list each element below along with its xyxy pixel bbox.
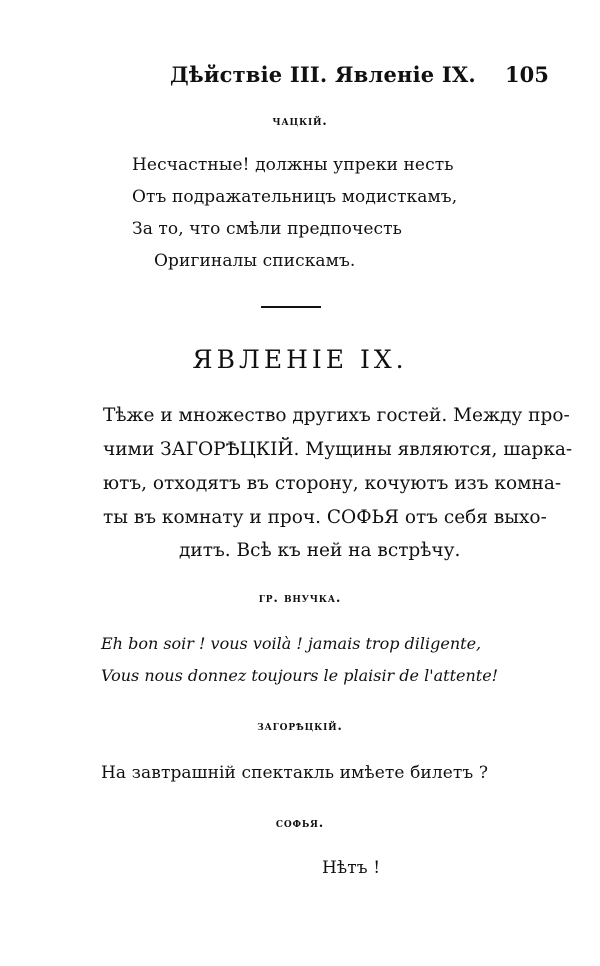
page-number: 105 (505, 62, 549, 87)
verse-line: На завтрашній спектакль имѣете билетъ ? (101, 763, 489, 783)
verse-line: Нѣтъ ! (322, 858, 381, 878)
verse-line: Несчастные! должны упреки несть (132, 155, 454, 175)
speaker-chatsky: чацкій. (272, 114, 328, 129)
verse-line: За то, что смѣли предпочесть (132, 219, 402, 239)
speaker-vnuchka: гр. внучка. (258, 591, 342, 606)
stage-direction-line: ты въ комнату и проч. СОФЬЯ отъ себя выхо- (103, 507, 547, 528)
verse-line: Отъ подражательницъ модисткамъ, (132, 187, 458, 207)
stage-direction-line: дитъ. Всѣ къ ней на встрѣчу. (179, 540, 461, 561)
page-header (0, 62, 600, 92)
stage-direction-line: Тѣже и множество другихъ гостей. Между про- (103, 405, 570, 426)
section-divider (261, 306, 321, 308)
speaker-zagoretsky: загорѣцкій. (257, 719, 343, 734)
verse-line: Оригиналы спискамъ. (154, 251, 356, 271)
verse-line-french: Vous nous donnez toujours le plaisir de l'attente! (101, 666, 499, 685)
stage-direction-line: чими ЗАГОРѢЦКІЙ. Мущины являются, шарка- (103, 439, 573, 460)
stage-direction-line: ютъ, отходятъ въ сторону, кочуютъ изъ комна- (103, 473, 562, 494)
scene-heading: ЯВЛЕНІЕ IX. (192, 345, 408, 374)
verse-line-french: Eh bon soir ! vous voilà ! jamais trop diligente, (101, 634, 482, 653)
speaker-sofya: софья. (275, 816, 325, 831)
running-head: Дѣйствіе III. Явленіе IX. (170, 62, 476, 87)
